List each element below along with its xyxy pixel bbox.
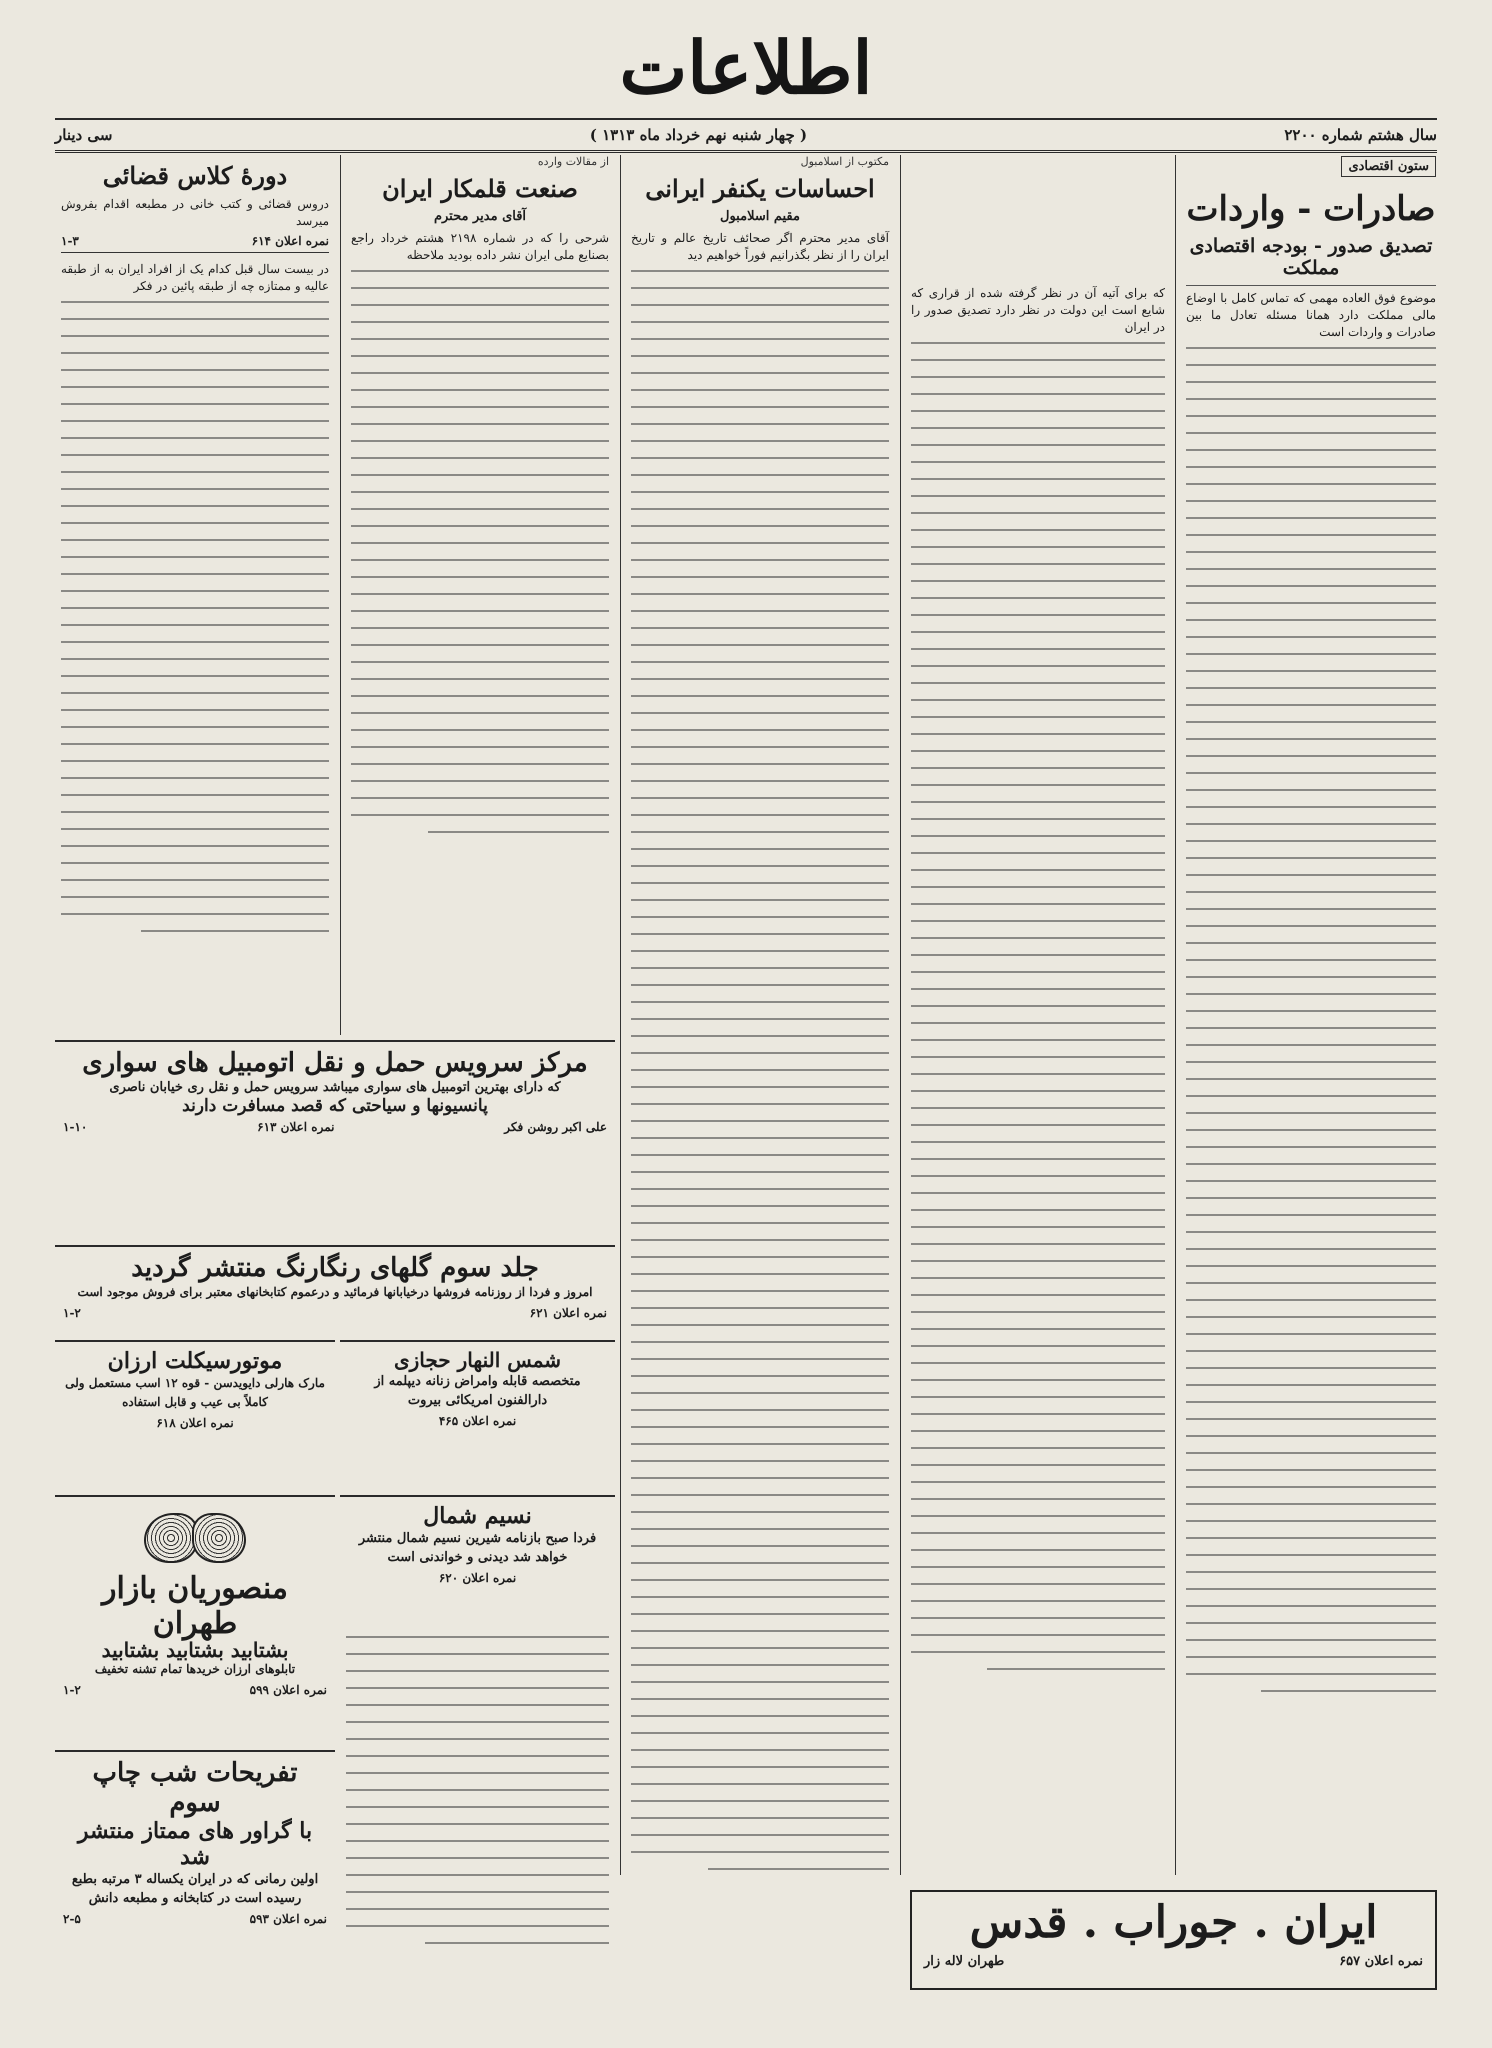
ad-flowers-book xyxy=(55,1245,615,1335)
ad-doctor-title: شمس النهار حجازی xyxy=(393,1348,562,1372)
main-subhead: تصدیق صدور - بودجه اقتصادی مملکت xyxy=(1186,235,1436,286)
article-byline: مقیم اسلامبول xyxy=(720,209,800,224)
ad-nasim-footer xyxy=(348,1571,607,1585)
ad-notice-number: نمره اعلان ۶۱۳ xyxy=(257,1120,335,1134)
ad-mansourian-tagline: بشتابید بشتابید بشتابید xyxy=(101,1638,289,1662)
column-rule xyxy=(340,155,341,1035)
ad-tafrihat-text: اولین رمانی که در ایران یکساله ۳ مرتبه بطبع رسیده است در کتابخانه و مطبعه دانش xyxy=(71,1872,319,1906)
ad-code: ۲-۵ xyxy=(63,1912,81,1926)
ad-court-class-footer xyxy=(61,234,329,253)
ad-iran-socks-banner xyxy=(910,1890,1437,1990)
article-text-block xyxy=(911,342,1165,1670)
column-rule xyxy=(900,155,901,1875)
article-source: مکتوب از اسلامبول xyxy=(800,155,889,168)
ad-car-service-footer xyxy=(63,1120,607,1134)
article-continued-lead: که برای آتیه آن در نظر گرفته شده از قراری که شایع است این دولت در نظر دارد تصدیق صدور را در ایران xyxy=(911,286,1165,334)
column-court-class xyxy=(55,155,335,947)
ad-nasim-text: فردا صبح بازنامه شیرین نسیم شمال منتشر خواهد شد دیدنی و خواندنی است xyxy=(358,1531,597,1565)
ad-flowers-footer xyxy=(63,1306,607,1320)
article-text-block xyxy=(346,1636,609,1944)
ad-mansourian-title: منصوریان بازار طهران xyxy=(102,1571,288,1641)
ad-notice-number: نمره اعلان ۵۹۹ xyxy=(249,1683,327,1697)
article-title: صنعت قلمکار ایران xyxy=(382,174,578,203)
ad-tafrihat-shab xyxy=(55,1750,335,1990)
article-lead: موضوع فوق العاده مهمی که تماس کامل با اوضاع مالی مملکت دارد همانا مسئله تعادل ما بین صادرات و واردات است xyxy=(1186,291,1436,339)
ad-tafrihat-title: تفریحات شب چاپ سوم xyxy=(92,1758,298,1818)
column-economic-body xyxy=(1180,290,1442,1707)
ad-notice-number: نمره اعلان ۶۲۰ xyxy=(438,1571,517,1585)
ad-motorcycle-text: مارک هارلی دایویدسن - قوه ۱۲ اسب مستعمل ولی کاملاً بی عیب و قابل استفاده xyxy=(65,1376,325,1409)
column-economic xyxy=(1180,155,1442,296)
ad-tafrihat-subtitle: با گراور های ممتاز منتشر شد xyxy=(77,1818,313,1870)
article-byline: آقای مدیر محترم xyxy=(433,209,527,224)
article-lead: شرحی را که در شماره ۲۱۹۸ هشتم خرداد راجع بصنایع ملی ایران نشر داده بودید ملاحظه xyxy=(351,231,610,262)
ad-car-service xyxy=(55,1040,615,1240)
butterfly-ornament-icon xyxy=(140,1507,250,1567)
ad-car-service-title: مرکز سرویس حمل و نقل اتومبیل های سواری xyxy=(82,1048,588,1078)
ad-motorcycle xyxy=(55,1340,335,1490)
ad-mansourian-text: تابلوهای ارزان خریدها تمام تشنه تخفیف xyxy=(94,1662,296,1676)
ad-court-class-text: دروس قضائی و کتب خانی در مطبعه اقدام بفروش میرسد xyxy=(61,197,329,228)
issue-date: ( چهار شنبه نهم خرداد ماه ۱۳۱۳ ) xyxy=(589,126,808,144)
ad-code: ۱-۲ xyxy=(63,1683,81,1697)
ad-banner-title: ایران . جوراب . قدس xyxy=(969,1897,1378,1948)
column-rule xyxy=(1175,155,1176,1875)
ad-motorcycle-footer xyxy=(63,1416,327,1430)
ad-banner-footer xyxy=(912,1954,1435,1969)
ad-notice-number: نمره اعلان ۴۶۵ xyxy=(438,1414,517,1428)
ad-notice-number: نمره اعلان ۶۱۴ xyxy=(251,234,329,248)
ad-notice-number: نمره اعلان ۶۱۸ xyxy=(156,1416,234,1430)
ad-motorcycle-title: موتورسیکلت ارزان xyxy=(107,1348,283,1374)
ad-notice-number: نمره اعلان ۶۲۱ xyxy=(529,1306,607,1320)
issue-price: سی دینار xyxy=(55,126,113,144)
article-title: احساسات یکنفر ایرانی xyxy=(645,174,875,203)
ad-notice-number: نمره اعلان ۶۵۷ xyxy=(1339,1954,1423,1969)
ad-mansourian-footer xyxy=(63,1683,327,1697)
column-rule xyxy=(620,155,621,1875)
article-text-block xyxy=(351,270,609,833)
article-source: از مقالات وارده xyxy=(537,155,609,168)
section-label: ستون اقتصادی xyxy=(1341,156,1436,177)
ad-banner-address: طهران لاله زار xyxy=(924,1954,1005,1969)
ad-notice-number: نمره اعلان ۵۹۳ xyxy=(249,1912,327,1926)
ad-flowers-text: امروز و فردا از روزنامه فروشها درخیابانها فرمائید و درعموم کتابخانهای معتبر برای فروش موجود است xyxy=(77,1285,593,1299)
ad-code: ۱-۲ xyxy=(63,1306,81,1320)
ad-doctor-text: متخصصه قابله وامراض زنانه دیپلمه از دارالفنون امریکائی بیروت xyxy=(374,1374,581,1408)
article-lead: آقای مدیر محترم اگر صحائف تاریخ عالم و تاریخ ایران را از نظر بگذرانیم فوراً خواهیم دید xyxy=(631,231,889,262)
masthead xyxy=(0,20,1492,115)
ad-car-service-extra: پانسیونها و سیاحتی که قصد مسافرت دارند xyxy=(182,1096,488,1116)
ad-code: ۱-۳ xyxy=(61,234,79,248)
ad-nasim-shomal xyxy=(340,1495,615,1625)
article-text-block xyxy=(1186,347,1436,1692)
column-qalamkar xyxy=(345,155,615,848)
ad-car-service-text: که دارای بهترین اتومبیل های سواری میباشد سرویس حمل و نقل ری خیابان ناصری xyxy=(109,1080,561,1095)
article-text-block xyxy=(61,301,329,932)
article-text-block xyxy=(631,270,889,1870)
ad-code: ۱-۱۰ xyxy=(63,1120,88,1134)
main-headline: صادرات - واردات xyxy=(1186,189,1436,229)
ad-person: علی اکبر روشن فکر xyxy=(504,1120,607,1134)
ad-court-class-title: دورهٔ کلاس قضائی xyxy=(102,161,288,190)
dateline xyxy=(55,118,1437,153)
column-istanbul-letter xyxy=(625,155,895,1885)
article-lead: در بیست سال قبل کدام یک از افراد ایران به از طبقه عالیه و ممتازه چه از طبقه پائین در فکر xyxy=(61,262,329,293)
ad-flowers-title: جلد سوم گلهای رنگارنگ منتشر گردید xyxy=(131,1253,539,1283)
ad-mansourian xyxy=(55,1495,335,1745)
issue-number: سال هشتم شماره ۲۲۰۰ xyxy=(1284,126,1437,144)
ad-doctor xyxy=(340,1340,615,1490)
ad-nasim-title: نسیم شمال xyxy=(423,1503,532,1529)
ad-doctor-footer xyxy=(348,1414,607,1428)
masthead-title: اطلاعات xyxy=(619,25,873,110)
article-lower-left xyxy=(340,1630,615,1959)
ad-tafrihat-footer xyxy=(63,1912,327,1926)
column-2 xyxy=(905,285,1171,1685)
